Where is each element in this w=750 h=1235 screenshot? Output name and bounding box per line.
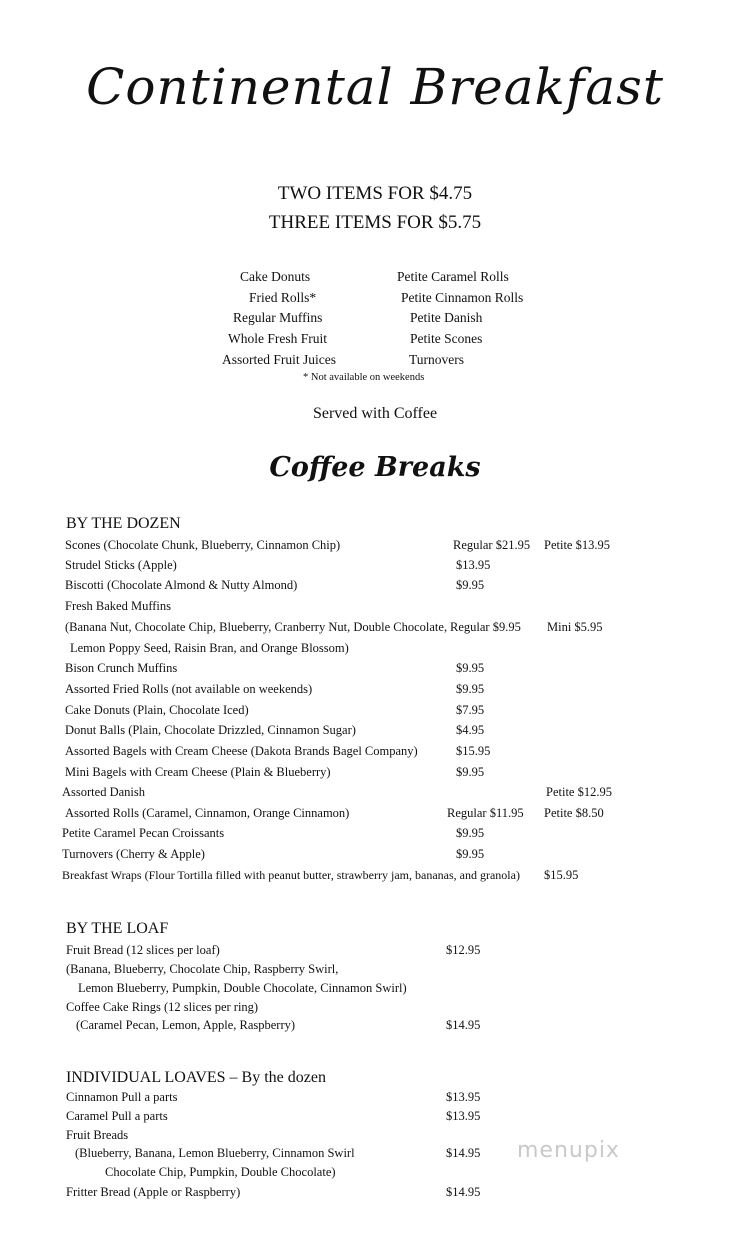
list-item: Assorted Fruit Juices [222, 352, 336, 367]
list-item: Petite Caramel Rolls [397, 269, 509, 284]
page-title: Continental Breakfast [86, 58, 664, 116]
menu-item-name: Strudel Sticks (Apple) [65, 558, 177, 572]
menu-item-price: $14.95 [446, 1185, 481, 1199]
menu-item-name: (Banana, Blueberry, Chocolate Chip, Raspberry Swirl, [66, 962, 339, 976]
menu-item-price: $13.95 [446, 1090, 481, 1104]
menu-item-name: (Caramel Pecan, Lemon, Apple, Raspberry) [76, 1018, 296, 1032]
menu-item-price: $4.95 [456, 723, 485, 737]
list-item: Whole Fresh Fruit [228, 331, 327, 346]
menu-item-name: Caramel Pull a parts [66, 1109, 168, 1123]
served-with-coffee: Served with Coffee [312, 405, 438, 422]
offer-three-items: THREE ITEMS FOR $5.75 [268, 212, 482, 233]
menu-item-price: $9.95 [456, 847, 485, 861]
menu-item-price: $13.95 [456, 558, 491, 572]
menu-item-name: Scones (Chocolate Chunk, Blueberry, Cinnamon Chip) [65, 538, 341, 552]
menu-item-name: Fruit Breads [66, 1128, 129, 1142]
menu-item-price: $9.95 [456, 826, 485, 840]
menu-item-price-alt: Mini $5.95 [547, 620, 603, 634]
menu-item-name: Petite Caramel Pecan Croissants [62, 826, 225, 840]
menu-item-price: $14.95 [446, 1146, 481, 1160]
menu-item-price: $15.95 [456, 744, 491, 758]
section-heading-dozen: BY THE DOZEN [66, 515, 181, 532]
menu-item-name: Breakfast Wraps (Flour Tortilla filled with peanut butter, strawberry jam, bananas, and granola) [62, 868, 520, 882]
menu-item-price: $13.95 [446, 1109, 481, 1123]
menu-item-price: $9.95 [456, 765, 485, 779]
menu-item-name: Assorted Fried Rolls (not available on weekends) [65, 682, 313, 696]
menu-item-price: Regular $11.95 [447, 806, 524, 820]
menu-item-price: $14.95 [446, 1018, 481, 1032]
menu-item-name: Assorted Bagels with Cream Cheese (Dakota Brands Bagel Company) [65, 744, 418, 758]
list-item: Petite Danish [410, 310, 483, 325]
section-heading-loaf: BY THE LOAF [66, 920, 169, 937]
menu-item-name: Assorted Rolls (Caramel, Cinnamon, Orange Cinnamon) [65, 806, 350, 820]
section-heading-individual: INDIVIDUAL LOAVES – By the dozen [66, 1069, 326, 1086]
menu-item-name: (Blueberry, Banana, Lemon Blueberry, Cinnamon Swirl [75, 1146, 355, 1160]
menu-item-name: Turnovers (Cherry & Apple) [62, 847, 205, 861]
list-item: Fried Rolls* [249, 290, 317, 305]
list-item: Turnovers [409, 352, 465, 367]
offer-two-items: TWO ITEMS FOR $4.75 [277, 183, 473, 204]
menu-item-name: Donut Balls (Plain, Chocolate Drizzled, Cinnamon Sugar) [65, 723, 356, 737]
menu-item-price: $9.95 [456, 578, 485, 592]
list-item: Regular Muffins [233, 310, 323, 325]
menu-item-name: Fruit Bread (12 slices per loaf) [66, 943, 220, 957]
menu-item-price-alt: $15.95 [544, 868, 579, 882]
menu-item-price: $7.95 [456, 703, 485, 717]
menu-item-price: $9.95 [456, 682, 485, 696]
menu-item-name: Fresh Baked Muffins [65, 599, 172, 613]
menu-item-price-alt: Petite $8.50 [544, 806, 604, 820]
list-item: Petite Cinnamon Rolls [401, 290, 524, 305]
menu-item-price: Regular $21.95 [453, 538, 531, 552]
menu-item-name: (Banana Nut, Chocolate Chip, Blueberry, Cranberry Nut, Double Chocolate, [65, 620, 448, 634]
watermark: menupix [517, 1138, 620, 1163]
list-item: Cake Donuts [240, 269, 311, 284]
menu-item-name: Chocolate Chip, Pumpkin, Double Chocolate) [105, 1165, 336, 1179]
menu-item-price: $9.95 [456, 661, 485, 675]
menu-item-name: Biscotti (Chocolate Almond & Nutty Almond) [65, 578, 298, 592]
menu-item-name: Lemon Poppy Seed, Raisin Bran, and Orange Blossom) [70, 641, 349, 655]
menu-item-name: Mini Bagels with Cream Cheese (Plain & Blueberry) [65, 765, 331, 779]
menu-item-name: Cake Donuts (Plain, Chocolate Iced) [65, 703, 249, 717]
menu-item-name: Coffee Cake Rings (12 slices per ring) [66, 1000, 259, 1014]
menu-item-name: Assorted Danish [62, 785, 145, 799]
list-item: Petite Scones [410, 331, 483, 346]
menu-item-name: Lemon Blueberry, Pumpkin, Double Chocolate, Cinnamon Swirl) [78, 981, 407, 995]
menu-item-name: Cinnamon Pull a parts [66, 1090, 178, 1104]
menu-item-price: Regular $9.95 [450, 620, 521, 634]
coffee-breaks-title: Coffee Breaks [269, 452, 481, 483]
menu-item-price-alt: Petite $13.95 [544, 538, 610, 552]
menu-item-name: Bison Crunch Muffins [65, 661, 178, 675]
menu-item-price-alt: Petite $12.95 [546, 785, 612, 799]
menu-item-price: $12.95 [446, 943, 481, 957]
weekend-note: * Not available on weekends [303, 372, 425, 383]
menu-item-name: Fritter Bread (Apple or Raspberry) [66, 1185, 241, 1199]
